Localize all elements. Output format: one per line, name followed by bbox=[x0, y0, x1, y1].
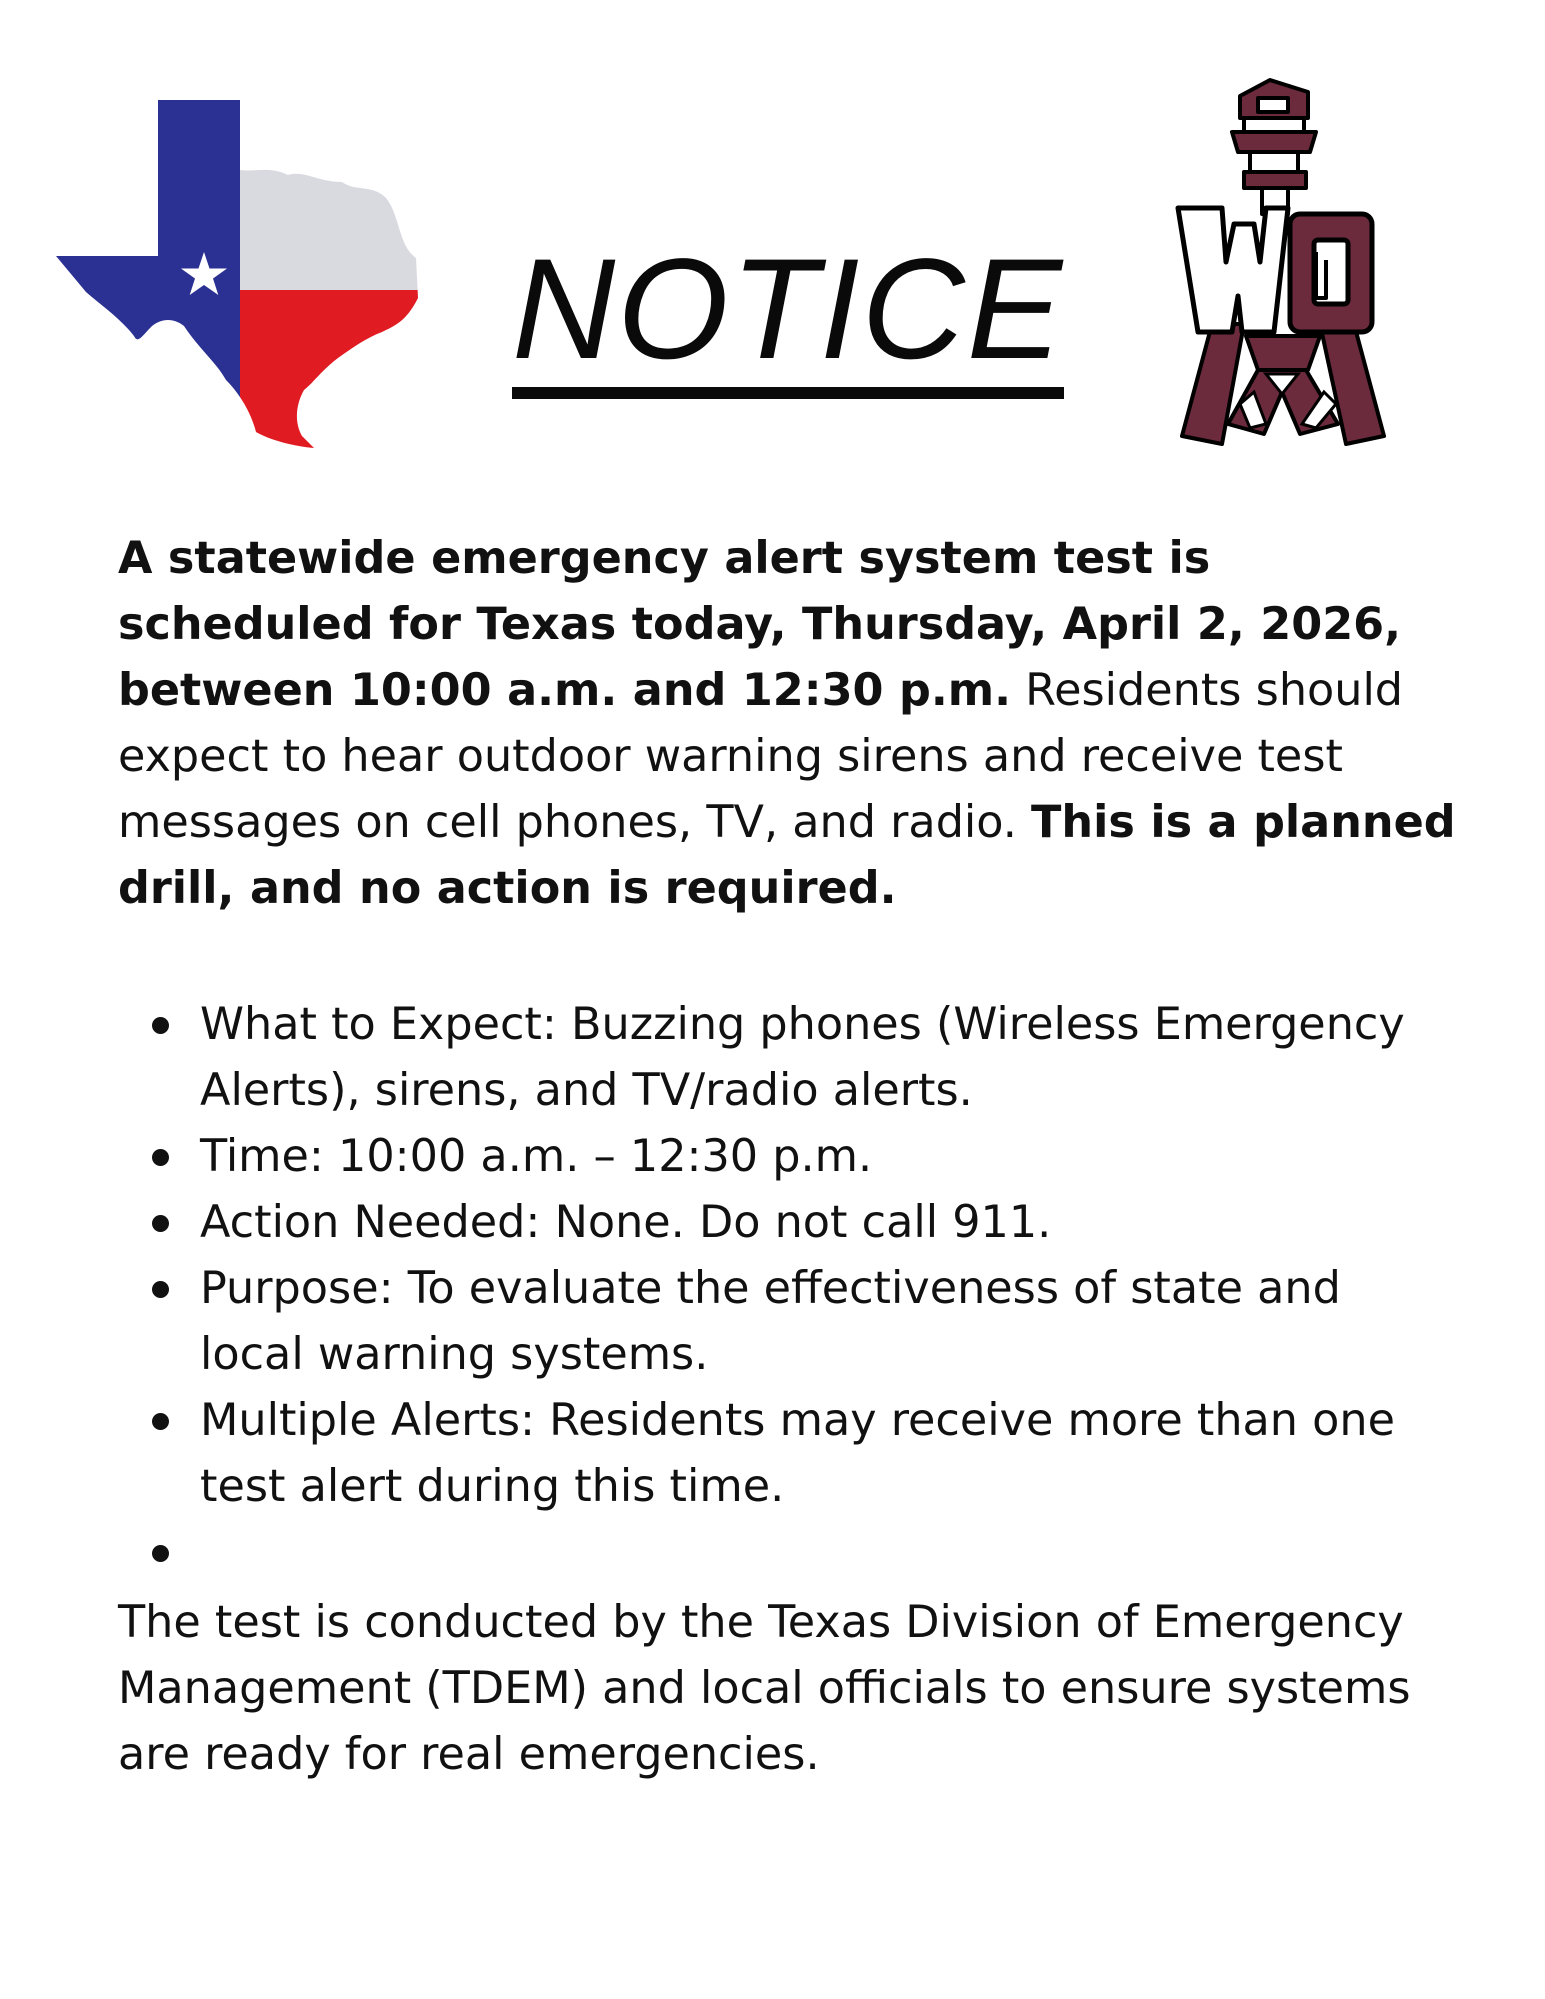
texas-flag-map-logo bbox=[56, 100, 426, 448]
intro-bold-tail: This is a planned drill, and no action is required. bbox=[118, 797, 1456, 914]
list-item-empty bbox=[118, 1520, 1458, 1586]
list-item bbox=[118, 1256, 1458, 1388]
bullet-dot-icon bbox=[152, 1017, 169, 1034]
list-item bbox=[118, 1190, 1458, 1256]
intro-bold-lead: A statewide emergency alert system test is scheduled for Texas today, Thursday, April 2, 2026, between 10:00 a.m. and 12:30 p.m. bbox=[118, 533, 1402, 716]
bullet-dot-icon bbox=[152, 1281, 169, 1298]
notice-title: NOTICE bbox=[512, 238, 1064, 399]
list-item-text: Time: 10:00 a.m. – 12:30 p.m. bbox=[200, 1131, 873, 1182]
list-item bbox=[118, 1388, 1458, 1520]
closing-paragraph: The test is conducted by the Texas Division of Emergency Management (TDEM) and local officials to ensure systems are ready for real emergencies. bbox=[118, 1597, 1411, 1780]
wo-school-logo bbox=[1170, 74, 1395, 454]
list-item bbox=[118, 1124, 1458, 1190]
intro-paragraph bbox=[118, 526, 1458, 922]
list-item-text: Action Needed: None. Do not call 911. bbox=[200, 1197, 1052, 1248]
intro-middle: Residents should expect to hear outdoor warning sirens and receive test messages on cell phones, TV, and radio. bbox=[118, 665, 1404, 848]
list-item-text: What to Expect: Buzzing phones (Wireless Emergency Alerts), sirens, and TV/radio alerts. bbox=[200, 999, 1405, 1116]
bullet-dot-icon bbox=[152, 1413, 169, 1430]
bullet-dot-icon bbox=[152, 1149, 169, 1166]
list-item bbox=[118, 992, 1458, 1124]
bullet-dot-icon bbox=[152, 1545, 169, 1562]
list-item-text: Purpose: To evaluate the effectiveness of state and local warning systems. bbox=[200, 1263, 1341, 1380]
bullet-dot-icon bbox=[152, 1215, 169, 1232]
list-item-text: Multiple Alerts: Residents may receive more than one test alert during this time. bbox=[200, 1395, 1395, 1512]
info-bullet-list bbox=[118, 992, 1458, 1586]
